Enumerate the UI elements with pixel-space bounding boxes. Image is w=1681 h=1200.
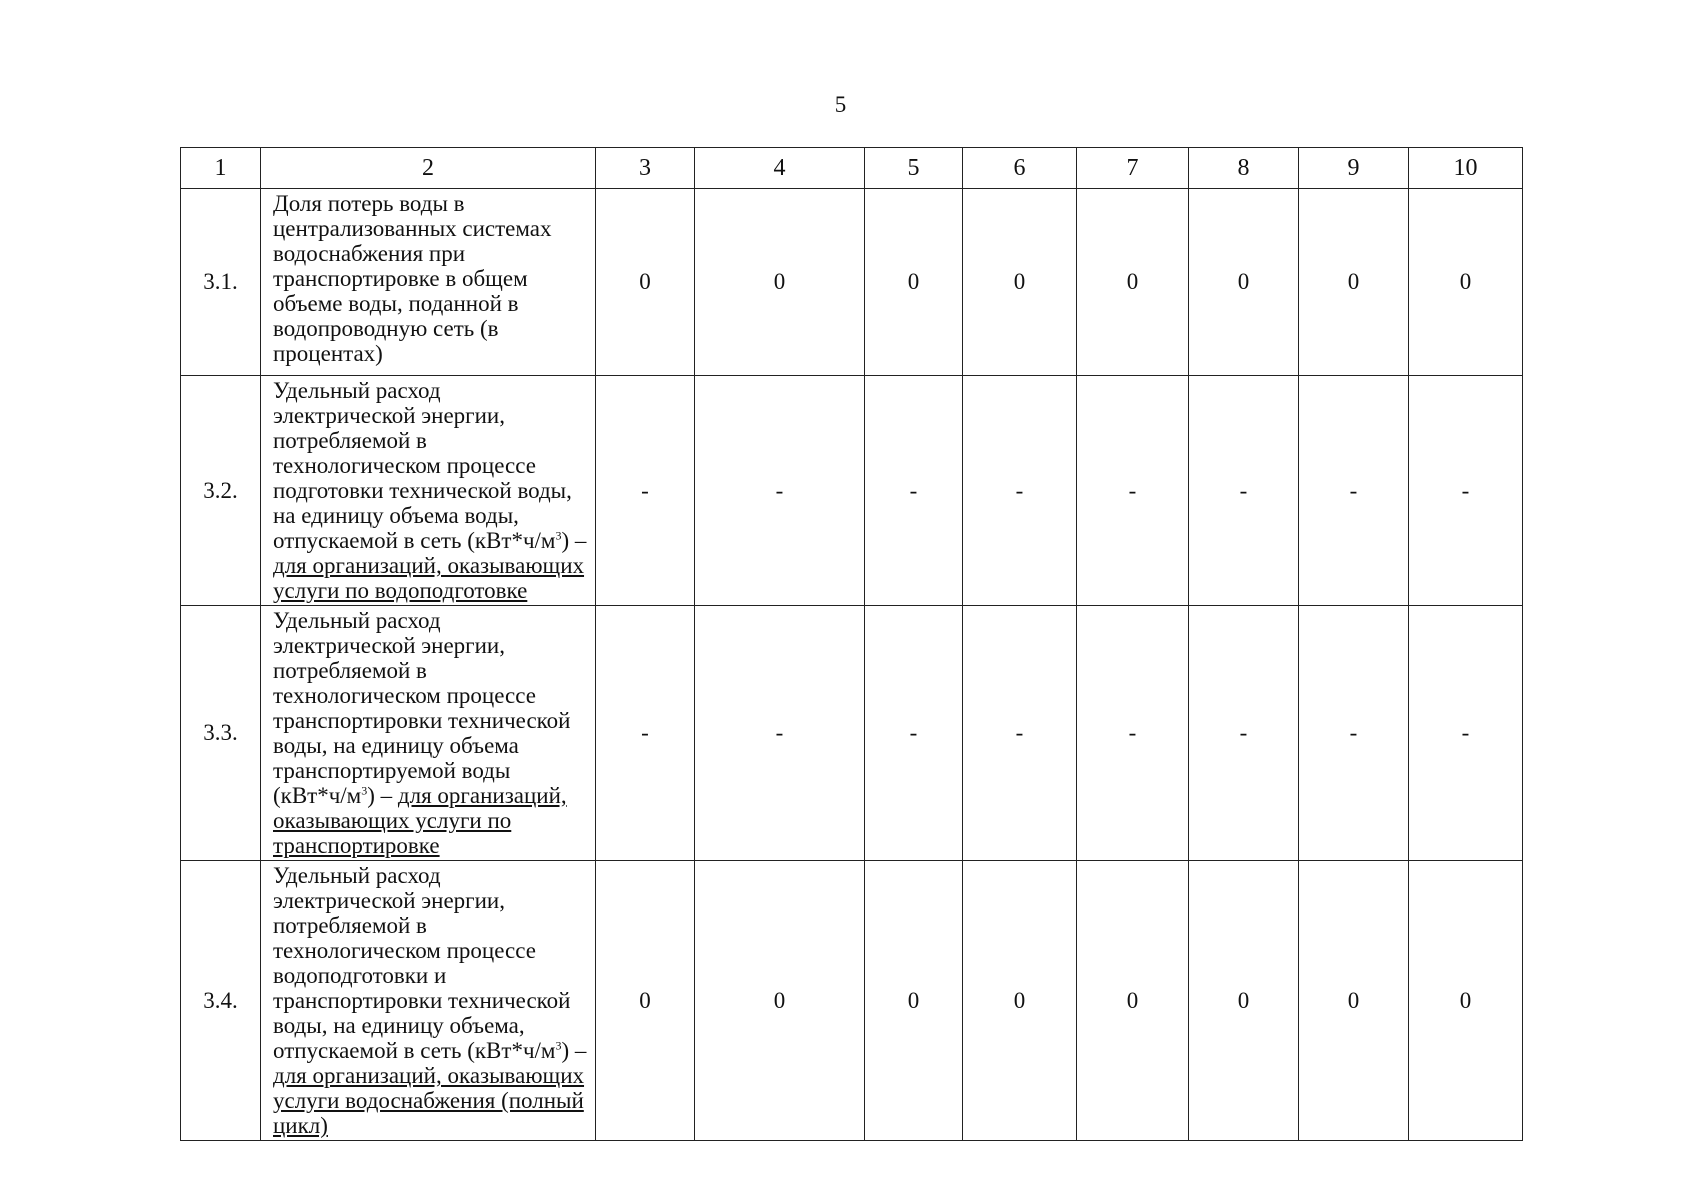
value-cell: 0 — [963, 861, 1077, 1141]
description-text: Удельный расход электрической энергии, потребляемой в технологическом процессе транспортировки технической воды, на единицу объема транспортируемой воды (кВт*ч/м — [273, 608, 571, 808]
table-row — [181, 606, 1523, 861]
description-text: Доля потерь воды в централизованных системах водоснабжения при транспортировке в общем объеме воды, поданной в водопроводную сеть (в процентах) — [273, 191, 552, 366]
row-description — [261, 861, 596, 1141]
value-cell: 0 — [1299, 189, 1409, 376]
description-underlined: для организаций, оказывающих услуги по транспортировке — [273, 783, 567, 858]
superscript: 3 — [555, 528, 562, 543]
header-cell-2: 2 — [261, 148, 596, 189]
value-cell: 0 — [865, 189, 963, 376]
header-cell-6: 6 — [963, 148, 1077, 189]
value-cell: - — [865, 606, 963, 861]
superscript: 3 — [361, 783, 368, 798]
row-number: 3.4. — [181, 861, 261, 1141]
superscript: 3 — [555, 1038, 562, 1053]
value-cell: - — [963, 376, 1077, 606]
page-number: 5 — [834, 92, 847, 117]
value-cell: 0 — [695, 861, 865, 1141]
description-suffix: ) – — [367, 783, 398, 808]
value-cell: - — [1077, 376, 1189, 606]
header-cell-5: 5 — [865, 148, 963, 189]
value-cell: - — [695, 606, 865, 861]
header-cell-7: 7 — [1077, 148, 1189, 189]
value-cell: - — [963, 606, 1077, 861]
row-number: 3.2. — [181, 376, 261, 606]
description-underlined: для организаций, оказывающих услуги по водоподготовке — [273, 553, 585, 603]
header-cell-4: 4 — [695, 148, 865, 189]
row-description — [261, 189, 596, 376]
description-text: Удельный расход электрической энергии, потребляемой в технологическом процессе подготовки технической воды, на единицу объема воды, отпускаемой в сеть (кВт*ч/м — [273, 378, 572, 553]
value-cell: 0 — [1189, 189, 1299, 376]
table-row — [181, 861, 1523, 1141]
value-cell: - — [1299, 376, 1409, 606]
description-text: Удельный расход электрической энергии, потребляемой в технологическом процессе водоподготовки и транспортировки технической воды, на единицу объема, отпускаемой в сеть (кВт*ч/м — [273, 863, 571, 1063]
value-cell: 0 — [1077, 861, 1189, 1141]
row-description — [261, 606, 596, 861]
value-cell: 0 — [596, 189, 695, 376]
table-header-row — [181, 148, 1523, 189]
value-cell: 0 — [1189, 861, 1299, 1141]
value-cell: - — [1409, 606, 1523, 861]
value-cell: - — [596, 606, 695, 861]
value-cell: - — [695, 376, 865, 606]
table-row — [181, 376, 1523, 606]
header-cell-9: 9 — [1299, 148, 1409, 189]
row-description — [261, 376, 596, 606]
header-cell-3: 3 — [596, 148, 695, 189]
value-cell: - — [1409, 376, 1523, 606]
value-cell: 0 — [865, 861, 963, 1141]
row-number: 3.1. — [181, 189, 261, 376]
table-row — [181, 189, 1523, 376]
value-cell: - — [1189, 376, 1299, 606]
value-cell: - — [1189, 606, 1299, 861]
value-cell: - — [596, 376, 695, 606]
value-cell: - — [1077, 606, 1189, 861]
value-cell: 0 — [596, 861, 695, 1141]
value-cell: - — [865, 376, 963, 606]
value-cell: 0 — [695, 189, 865, 376]
header-cell-1: 1 — [181, 148, 261, 189]
header-cell-10: 10 — [1409, 148, 1523, 189]
value-cell: 0 — [1409, 189, 1523, 376]
value-cell: 0 — [1409, 861, 1523, 1141]
header-cell-8: 8 — [1189, 148, 1299, 189]
description-underlined: для организаций, оказывающих услуги водоснабжения (полный цикл) — [273, 1063, 585, 1138]
value-cell: 0 — [1077, 189, 1189, 376]
description-suffix: ) – — [561, 1038, 587, 1063]
value-cell: 0 — [963, 189, 1077, 376]
indicators-table — [180, 147, 1523, 1141]
value-cell: 0 — [1299, 861, 1409, 1141]
description-suffix: ) – — [561, 528, 587, 553]
row-number: 3.3. — [181, 606, 261, 861]
value-cell: - — [1299, 606, 1409, 861]
